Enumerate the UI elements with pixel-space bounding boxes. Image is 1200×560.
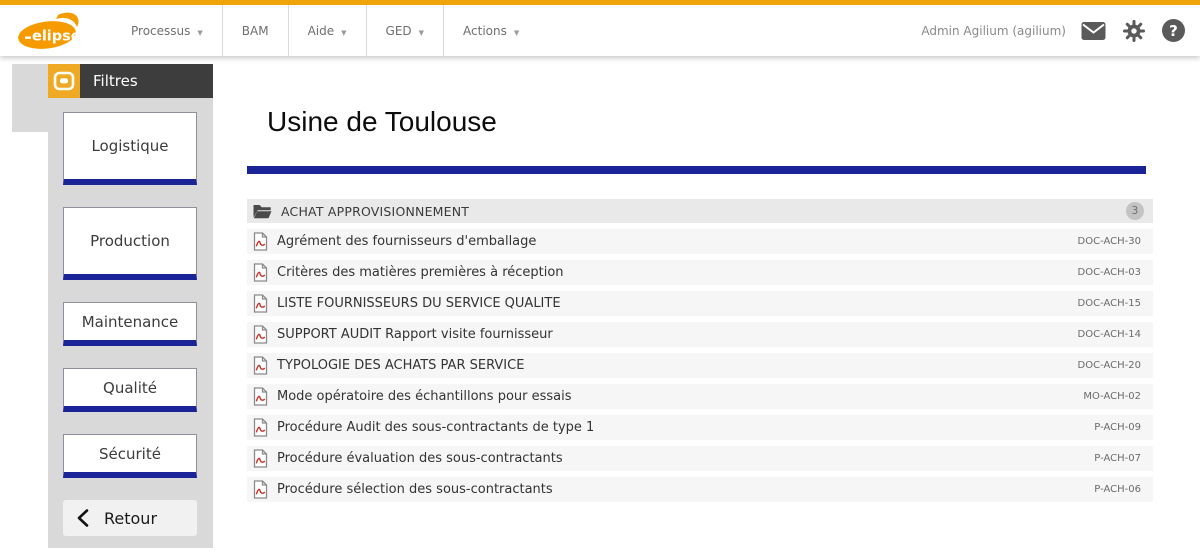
filter-button[interactable]: Production [63,207,197,280]
document-rows [247,229,1153,502]
document-title: Agrément des fournisseurs d'emballage [277,234,537,249]
table-row[interactable] [247,415,1153,440]
table-row[interactable] [247,446,1153,471]
document-code: DOC-ACH-20 [1077,360,1141,371]
open-folder-icon [253,204,272,219]
title-divider [247,166,1146,174]
navbar-menu-item[interactable] [112,5,222,56]
table-row[interactable] [247,322,1153,347]
document-code: P-ACH-06 [1094,484,1141,495]
user-name: Admin Agilium (agilium) [921,23,1066,38]
document-list [247,199,1153,502]
document-code: DOC-ACH-15 [1077,298,1141,309]
elipse-logo-icon [16,11,90,51]
chevron-down-icon [341,24,346,38]
filter-button[interactable]: Maintenance [63,302,197,346]
document-code: P-ACH-09 [1094,422,1141,433]
svg-text:elipse: elipse [32,28,81,44]
category-label: ACHAT APPROVISIONNEMENT [281,203,470,219]
filter-button[interactable]: Qualité [63,368,197,412]
filter-button[interactable]: Sécurité [63,434,197,478]
chevron-left-icon [76,509,89,527]
menu-item-label: GED [385,23,412,38]
table-row[interactable] [247,353,1153,378]
filters-title: Filtres [80,64,213,98]
filter-panel-icon[interactable] [48,64,80,98]
table-row[interactable] [247,291,1153,316]
pdf-file-icon [253,387,268,406]
navbar-menu-item[interactable] [222,5,288,56]
chevron-down-icon [514,24,519,38]
document-code: P-ACH-07 [1094,453,1141,464]
document-code: DOC-ACH-30 [1077,236,1141,247]
menu-item-label: Aide [307,23,335,38]
document-code: DOC-ACH-03 [1077,267,1141,278]
pdf-file-icon [253,263,268,282]
top-accent-line [0,0,1200,5]
navbar [0,5,1200,56]
document-title: TYPOLOGIE DES ACHATS PAR SERVICE [277,358,525,373]
navbar-menu-item[interactable] [288,5,366,56]
menu-item-label: Processus [131,23,191,38]
table-row[interactable] [247,384,1153,409]
pdf-file-icon [253,232,268,251]
document-title: Procédure Audit des sous-contractants de type 1 [277,420,595,435]
document-title: Procédure sélection des sous-contractants [277,482,553,497]
table-row[interactable] [247,477,1153,502]
document-title: Critères des matières premières à réception [277,265,564,280]
help-icon[interactable] [1161,18,1186,43]
navbar-menu-item[interactable] [366,5,444,56]
pdf-file-icon [253,356,268,375]
gear-icon[interactable] [1121,18,1146,43]
navbar-right [921,18,1186,43]
document-code: MO-ACH-02 [1083,391,1141,402]
chevron-down-icon [419,24,424,38]
table-row[interactable] [247,260,1153,285]
envelope-icon[interactable] [1081,18,1106,43]
menu-item-label: Actions [463,23,507,38]
chevron-down-icon [197,24,202,38]
document-title: Procédure évaluation des sous-contractants [277,451,563,466]
page-title: Usine de Toulouse [267,106,497,137]
question-icon [1162,19,1185,42]
category-row[interactable] [247,199,1153,223]
document-code: DOC-ACH-14 [1077,329,1141,340]
navbar-menu-item[interactable] [443,5,538,56]
document-title: SUPPORT AUDIT Rapport visite fournisseur [277,327,553,342]
filters-header [48,64,213,98]
back-button-label: Retour [104,508,158,528]
pdf-file-icon [253,325,268,344]
pdf-file-icon [253,418,268,437]
filter-button-group [63,112,197,536]
pdf-file-icon [253,294,268,313]
document-title: LISTE FOURNISSEURS DU SERVICE QUALITE [277,296,561,311]
elipse-logo[interactable] [16,11,90,51]
menu-item-label: BAM [241,23,269,38]
navbar-menu [112,5,538,56]
category-count-badge: 3 [1126,202,1144,220]
pdf-file-icon [253,449,268,468]
main-content [247,56,1153,508]
table-row[interactable] [247,229,1153,254]
pdf-file-icon [253,480,268,499]
document-title: Mode opératoire des échantillons pour essais [277,389,572,404]
back-button[interactable] [63,500,197,536]
filter-button[interactable]: Logistique [63,112,197,185]
